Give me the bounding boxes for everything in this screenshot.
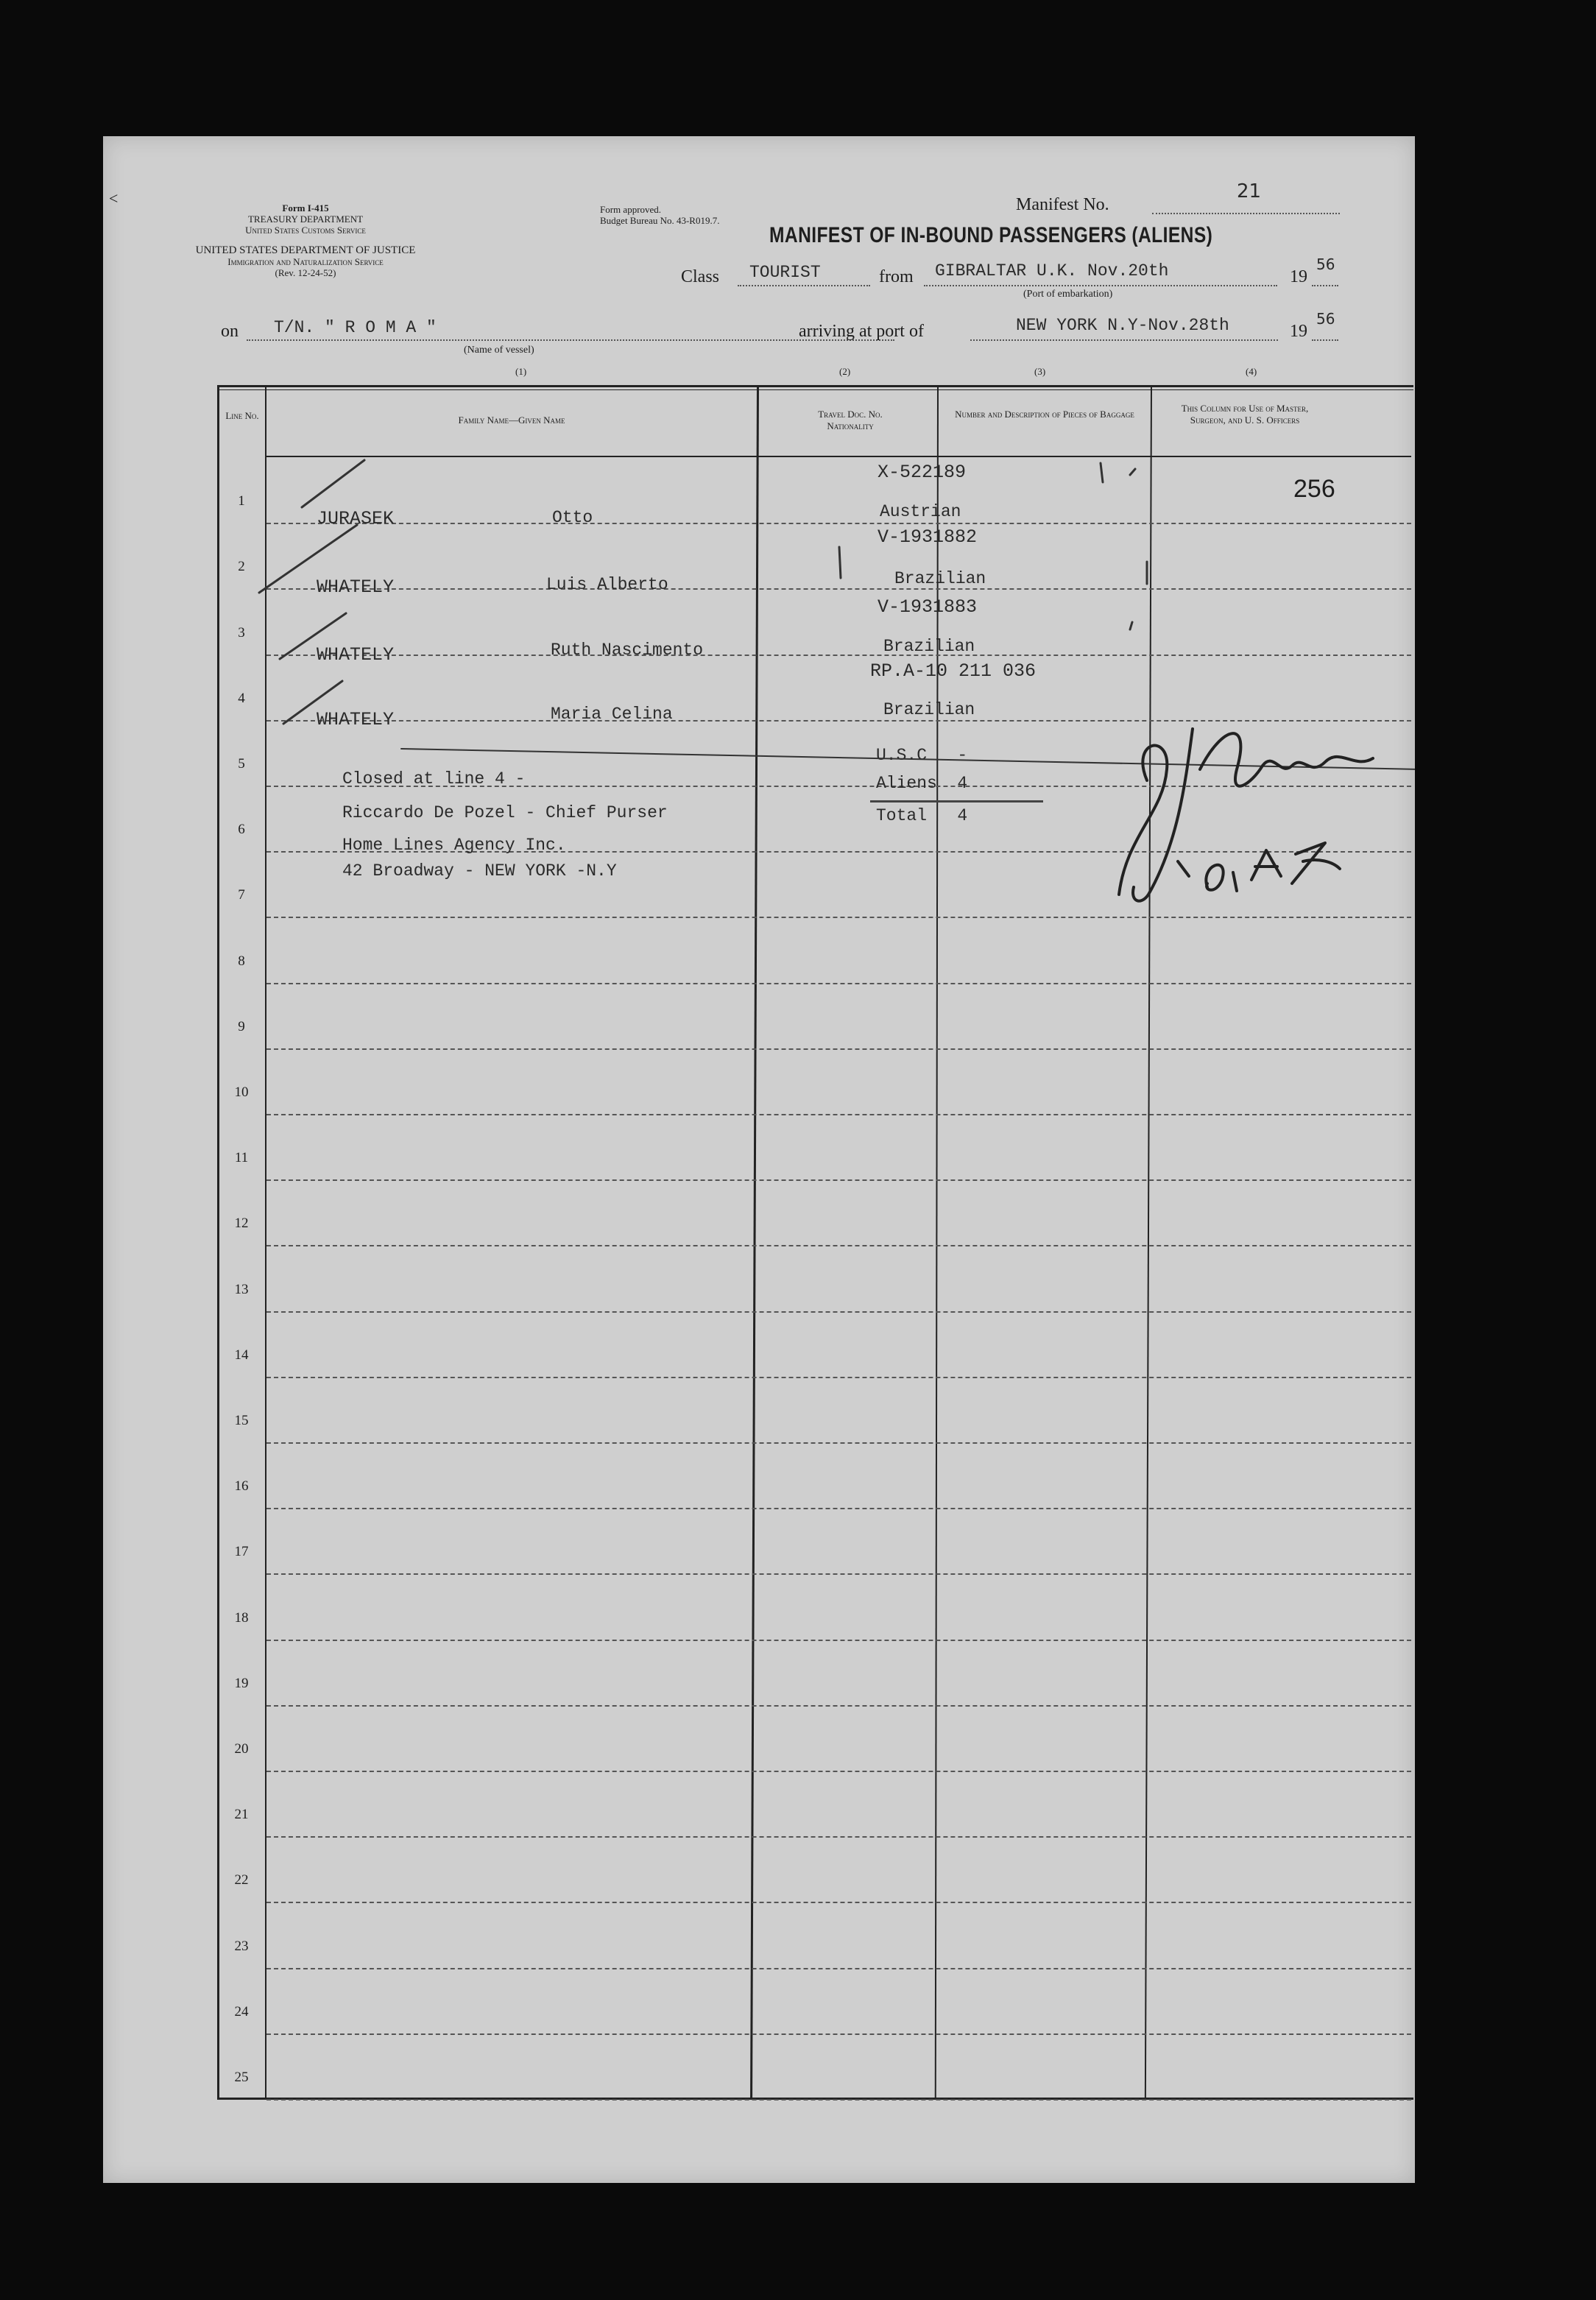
- class-label: Class: [681, 267, 720, 286]
- passenger-3-nationality: Brazilian: [883, 637, 975, 656]
- line-number: 14: [234, 1347, 249, 1363]
- line-number: 2: [238, 559, 245, 574]
- passenger-3-given: Ruth Nascimento: [551, 641, 704, 660]
- arriving-value: NEW YORK N.Y-Nov.28th: [1016, 316, 1229, 335]
- on-label: on: [221, 322, 239, 341]
- line-number: 12: [234, 1216, 249, 1231]
- line-number: 16: [234, 1478, 249, 1494]
- form-number: Form I-415: [282, 202, 329, 214]
- ruled-row-line: [266, 1836, 1411, 1838]
- page-stamp-number: 256: [1293, 475, 1335, 503]
- passenger-2-doc: V-1931882: [878, 526, 978, 548]
- closing-line-1: Closed at line 4 -: [342, 769, 526, 789]
- line-number: 10: [234, 1084, 249, 1100]
- passenger-2-family: WHATELY: [317, 576, 395, 598]
- line-number: 19: [234, 1676, 249, 1691]
- ruled-row-line: [266, 1705, 1411, 1707]
- line-number: 24: [234, 2004, 249, 2019]
- line-number: 25: [234, 2070, 249, 2085]
- officer-signature: [1119, 729, 1373, 901]
- line-number: 4: [238, 691, 245, 706]
- passenger-3-doc: V-1931883: [878, 596, 978, 618]
- ruled-row-line: [266, 1311, 1411, 1313]
- handwriting-overlay: [103, 136, 1415, 946]
- col-4-number: (4): [1246, 366, 1257, 377]
- ruled-row-line: [266, 1048, 1411, 1050]
- col-1-number: (1): [515, 366, 527, 377]
- form-approved: Form approved.: [600, 204, 662, 215]
- line-number: 11: [234, 1150, 249, 1165]
- year-prefix-from: 19: [1290, 267, 1307, 286]
- manifest-sheet: [103, 136, 1415, 2183]
- check-mark-2: [259, 525, 357, 593]
- header-name: Family Name—Given Name: [458, 415, 565, 426]
- year-arrive-value: 56: [1316, 310, 1335, 328]
- passenger-3-family: WHATELY: [317, 644, 395, 666]
- line-number: 8: [238, 953, 245, 969]
- closing-line-2: Riccardo De Pozel - Chief Purser: [342, 803, 668, 822]
- baggage-tick-3: [1130, 622, 1132, 629]
- closing-line-4: 42 Broadway - NEW YORK -N.Y: [342, 861, 617, 881]
- header-travel-doc: Travel Doc. No. Nationality: [818, 409, 883, 431]
- ruled-row-line: [266, 1442, 1411, 1444]
- ruled-row-line: [266, 1114, 1411, 1115]
- year-prefix-arrive: 19: [1290, 322, 1307, 341]
- totals-total: Total 4: [876, 806, 968, 825]
- ruled-row-line: [266, 983, 1411, 984]
- passenger-1-given: Otto: [552, 508, 593, 527]
- ruled-row-line: [266, 2033, 1411, 2035]
- ruled-row-line: [266, 1771, 1411, 1772]
- treasury-department: TREASURY DEPARTMENT: [247, 214, 364, 225]
- header-baggage: Number and Description of Pieces of Baggage: [955, 409, 1134, 420]
- ruled-row-line: [266, 1902, 1411, 1903]
- passenger-2-given: Luis Alberto: [546, 575, 668, 594]
- passenger-4-given: Maria Celina: [551, 705, 673, 724]
- header-line-no: Line No.: [225, 410, 259, 421]
- passenger-4-nationality: Brazilian: [883, 700, 975, 719]
- line-number: 3: [238, 625, 245, 641]
- page-title: MANIFEST OF IN-BOUND PASSENGERS (ALIENS): [769, 223, 1213, 247]
- closing-line-3: Home Lines Agency Inc.: [342, 836, 566, 855]
- baggage-tick-4: [1101, 463, 1103, 482]
- manifest-no-value: 21: [1237, 180, 1262, 202]
- customs-service: United States Customs Service: [245, 225, 366, 236]
- class-value: TOURIST: [749, 263, 821, 282]
- check-mark-1: [302, 460, 364, 507]
- vessel-label: (Name of vessel): [464, 345, 534, 356]
- line-number: 20: [234, 1741, 249, 1757]
- revision-date: (Rev. 12-24-52): [275, 267, 336, 278]
- passenger-1-doc: X-522189: [878, 462, 967, 483]
- passenger-4-doc: RP.A-10 211 036: [870, 660, 1037, 682]
- hole-mark: ˂: [109, 189, 119, 208]
- totals-aliens: Aliens 4: [876, 774, 968, 793]
- ruled-row-line: [266, 2099, 1411, 2100]
- ruled-row-line: [266, 1640, 1411, 1641]
- manifest-no-label: Manifest No.: [1016, 195, 1109, 214]
- vessel-value: T/N. " R O M A ": [274, 318, 437, 337]
- line-number: 23: [234, 1939, 249, 1954]
- from-label: from: [879, 267, 914, 286]
- name-tick: [839, 547, 841, 578]
- port-embarkation-label: (Port of embarkation): [1023, 289, 1113, 300]
- line-number: 17: [234, 1544, 249, 1559]
- col-3-number: (3): [1034, 366, 1046, 377]
- passenger-2-nationality: Brazilian: [894, 569, 986, 588]
- ruled-row-line: [266, 1968, 1411, 1969]
- line-number: 6: [238, 822, 245, 837]
- ruled-row-line: [266, 1377, 1411, 1378]
- line-number: 18: [234, 1610, 249, 1626]
- line-number: 22: [234, 1872, 249, 1888]
- check-mark-4: [283, 681, 342, 724]
- line-number: 21: [234, 1807, 249, 1822]
- line-number: 5: [238, 756, 245, 772]
- passenger-1-family: JURASEK: [317, 508, 395, 529]
- ruled-row-line: [266, 1508, 1411, 1509]
- ruled-row-line: [266, 1179, 1411, 1181]
- line-number: 15: [234, 1413, 249, 1428]
- ruled-row-line: [266, 1573, 1411, 1575]
- line-number: 1: [238, 493, 245, 509]
- passenger-4-family: WHATELY: [317, 709, 395, 730]
- year-from-value: 56: [1316, 255, 1335, 273]
- justice-department: UNITED STATES DEPARTMENT OF JUSTICE: [195, 244, 416, 256]
- totals-usc: U.S.C -: [876, 746, 968, 765]
- ruled-row-line: [266, 1245, 1411, 1246]
- from-value: GIBRALTAR U.K. Nov.20th: [935, 261, 1169, 281]
- baggage-tick-1: [1130, 469, 1135, 475]
- header-officer-use: This Column for Use of Master, Surgeon, and U. S. Officers: [1181, 403, 1309, 426]
- line-number: 9: [238, 1019, 245, 1034]
- line-number: 7: [238, 887, 245, 903]
- budget-bureau: Budget Bureau No. 43-R019.7.: [600, 215, 720, 226]
- check-mark-3: [280, 613, 346, 659]
- immigration-service: Immigration and Naturalization Service: [227, 256, 384, 267]
- passenger-1-nationality: Austrian: [880, 502, 961, 521]
- line-number: 13: [234, 1282, 249, 1297]
- arriving-label: arriving at port of: [799, 322, 924, 341]
- col-2-number: (2): [839, 366, 851, 377]
